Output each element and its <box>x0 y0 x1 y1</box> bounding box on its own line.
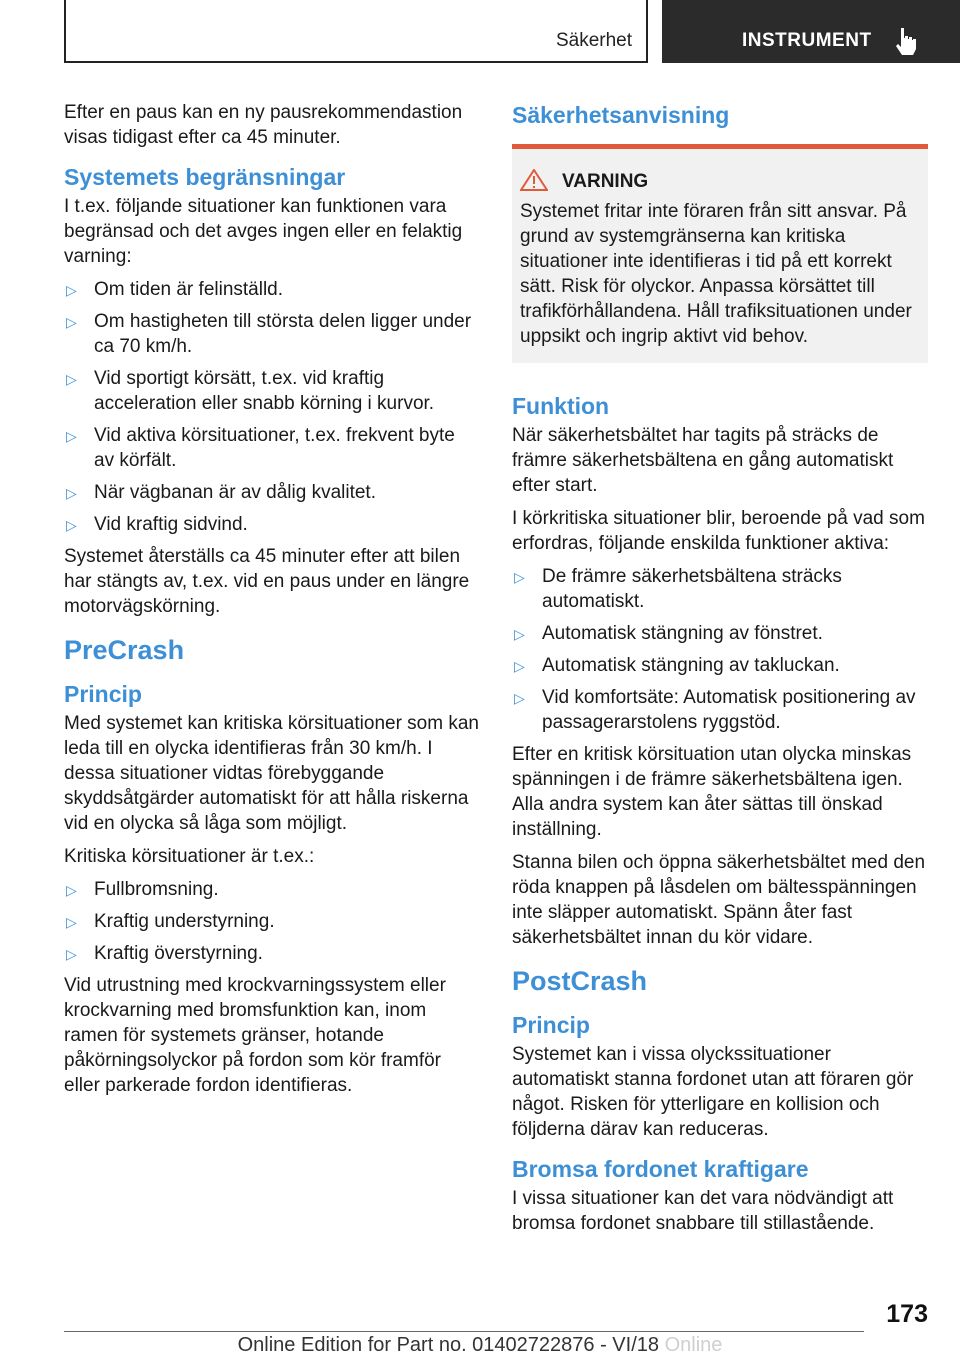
right-column <box>512 100 928 1244</box>
left-column <box>64 100 480 1106</box>
list-item: ▷ Om hastigheten till största delen ligger under ca 70 km/h. <box>66 311 472 357</box>
list-item: ▷ Automatisk stängning av fönstret. <box>512 621 928 646</box>
post-princip-text: Systemet kan i vissa olyckssituationer automatiskt stanna fordonet utan att föraren gör något. Risken för ytterligare en kollision och följderna därav kan reduceras. <box>512 1044 914 1140</box>
triangle-bullet-icon: ▷ <box>66 314 77 330</box>
list-item: ▷ Kraftig överstyrning. <box>64 941 480 966</box>
page-number: 173 <box>886 1300 928 1328</box>
footer <box>0 1334 960 1357</box>
limits-heading: Systemets begränsningar <box>64 164 346 190</box>
list-item: ▷ Vid kraftig sidvind. <box>64 512 480 537</box>
warning-label: VARNING <box>562 171 649 192</box>
chapter-tab <box>662 0 960 63</box>
list-item: ▷ Vid komfortsäte: Automatisk positionering av passagerarstolens ryggstöd. <box>514 687 916 733</box>
chapter-title: INSTRUMENT <box>742 30 872 51</box>
post-princip-heading: Princip <box>512 1012 590 1038</box>
list-item: ▷ Kraftig understyrning. <box>64 909 480 934</box>
footer-divider <box>64 1331 864 1332</box>
triangle-bullet-icon: ▷ <box>514 658 525 674</box>
triangle-bullet-icon: ▷ <box>66 485 77 501</box>
after-crash-text: Efter en kritisk körsituation utan olycka minskas spänningen i de främre säkerhetsbältena igen. Alla andra system kan åter sättas till önskad inställning. <box>512 744 912 840</box>
safety-heading: Säkerhetsanvisning <box>512 102 730 128</box>
triangle-bullet-icon: ▷ <box>66 914 77 930</box>
list-item: ▷ De främre säkerhetsbältena sträcks automatiskt. <box>514 566 842 612</box>
limits-text: I t.ex. följande situationer kan funktionen vara begränsad och det avges ingen eller en felaktig varning: <box>64 196 463 267</box>
section-header-box <box>64 0 648 63</box>
equipment-text: Vid utrustning med krockvarningssystem eller krockvarning med bromsfunktion kan, inom ramen för systemets gränser, hotande påkörningsolyckor på fordon som kör framför eller parkerade fordon identifieras. <box>64 975 446 1096</box>
reset-text: Systemet återställs ca 45 minuter efter att bilen har stängts av, t.ex. vid en paus under en längre motorvägskörning. <box>64 546 470 617</box>
funktion-text-1: När säkerhetsbältet har tagits på sträcks de främre säkerhetsbältena en gång automatiskt efter start. <box>512 425 894 496</box>
triangle-bullet-icon: ▷ <box>66 371 77 387</box>
triangle-bullet-icon: ▷ <box>66 882 77 898</box>
triangle-bullet-icon: ▷ <box>514 569 525 585</box>
funktion-list <box>512 564 928 735</box>
hand-pointer-icon <box>894 26 918 56</box>
warning-text: Systemet fritar inte föraren från sitt ansvar. På grund av systemgränserna kan kritiska situationer inte identifieras i tid på ett korrekt sätt. Risk för olyckor. Anpassa körsättet till trafikförhållandena. Håll trafiksituationen under uppsikt och ingrip aktivt vid behov. <box>520 201 912 347</box>
pause-intro-text: Efter en paus kan en ny pausrekommendastion visas tidigast efter ca 45 minuter. <box>64 102 463 148</box>
triangle-bullet-icon: ▷ <box>66 428 77 444</box>
warning-header <box>520 169 920 195</box>
limits-list <box>64 277 480 537</box>
precrash-heading: PreCrash <box>64 635 185 665</box>
list-item: ▷ Fullbromsning. <box>64 877 480 902</box>
list-item: ▷ Automatisk stängning av takluckan. <box>512 653 928 678</box>
triangle-bullet-icon: ▷ <box>514 690 525 706</box>
list-item: ▷ När vägbanan är av dålig kvalitet. <box>64 480 480 505</box>
princip-text: Med systemet kan kritiska körsituationer som kan leda till en olycka identifieras från 30 km/h. I dessa situationer vidtas förebyggande skyddsåtgärder automatiskt för att hålla riskerna vid en olycka så låga som möjligt. <box>64 713 479 834</box>
triangle-bullet-icon: ▷ <box>514 626 525 642</box>
list-item: ▷ Vid sportigt körsätt, t.ex. vid kraftig acceleration eller snabb körning i kurvor. <box>66 368 435 414</box>
list-item: ▷ Vid aktiva körsituationer, t.ex. frekvent byte av körfält. <box>66 425 455 471</box>
list-item: ▷ Om tiden är felinställd. <box>64 277 480 302</box>
triangle-bullet-icon: ▷ <box>66 282 77 298</box>
critical-intro-text: Kritiska körsituationer är t.ex.: <box>64 846 315 867</box>
princip-heading: Princip <box>64 681 142 707</box>
section-title: Säkerhet <box>555 30 632 51</box>
watermark-text: Online <box>659 1334 723 1356</box>
warning-triangle-icon <box>520 169 548 191</box>
brake-heading: Bromsa fordonet kraftigare <box>512 1156 809 1182</box>
funktion-text-2: I körkritiska situationer blir, beroende på vad som erfordras, följande enskilda funktioner aktiva: <box>512 508 925 554</box>
edition-text: Online Edition for Part no. 01402722876 - VI/18 <box>237 1334 660 1356</box>
warning-box <box>512 144 928 363</box>
postcrash-heading: PostCrash <box>512 966 648 996</box>
triangle-bullet-icon: ▷ <box>66 946 77 962</box>
brake-text: I vissa situationer kan det vara nödvändigt att bromsa fordonet snabbare till stillastående. <box>512 1188 894 1234</box>
triangle-bullet-icon: ▷ <box>66 517 77 533</box>
funktion-heading: Funktion <box>512 393 610 419</box>
stop-car-text: Stanna bilen och öppna säkerhetsbältet med den röda knappen på låsdelen om bältesspänningen inte släpper automatiskt. Spänn åter fast säkerhetsbältet innan du kör vidare. <box>512 852 926 948</box>
critical-list <box>64 877 480 966</box>
